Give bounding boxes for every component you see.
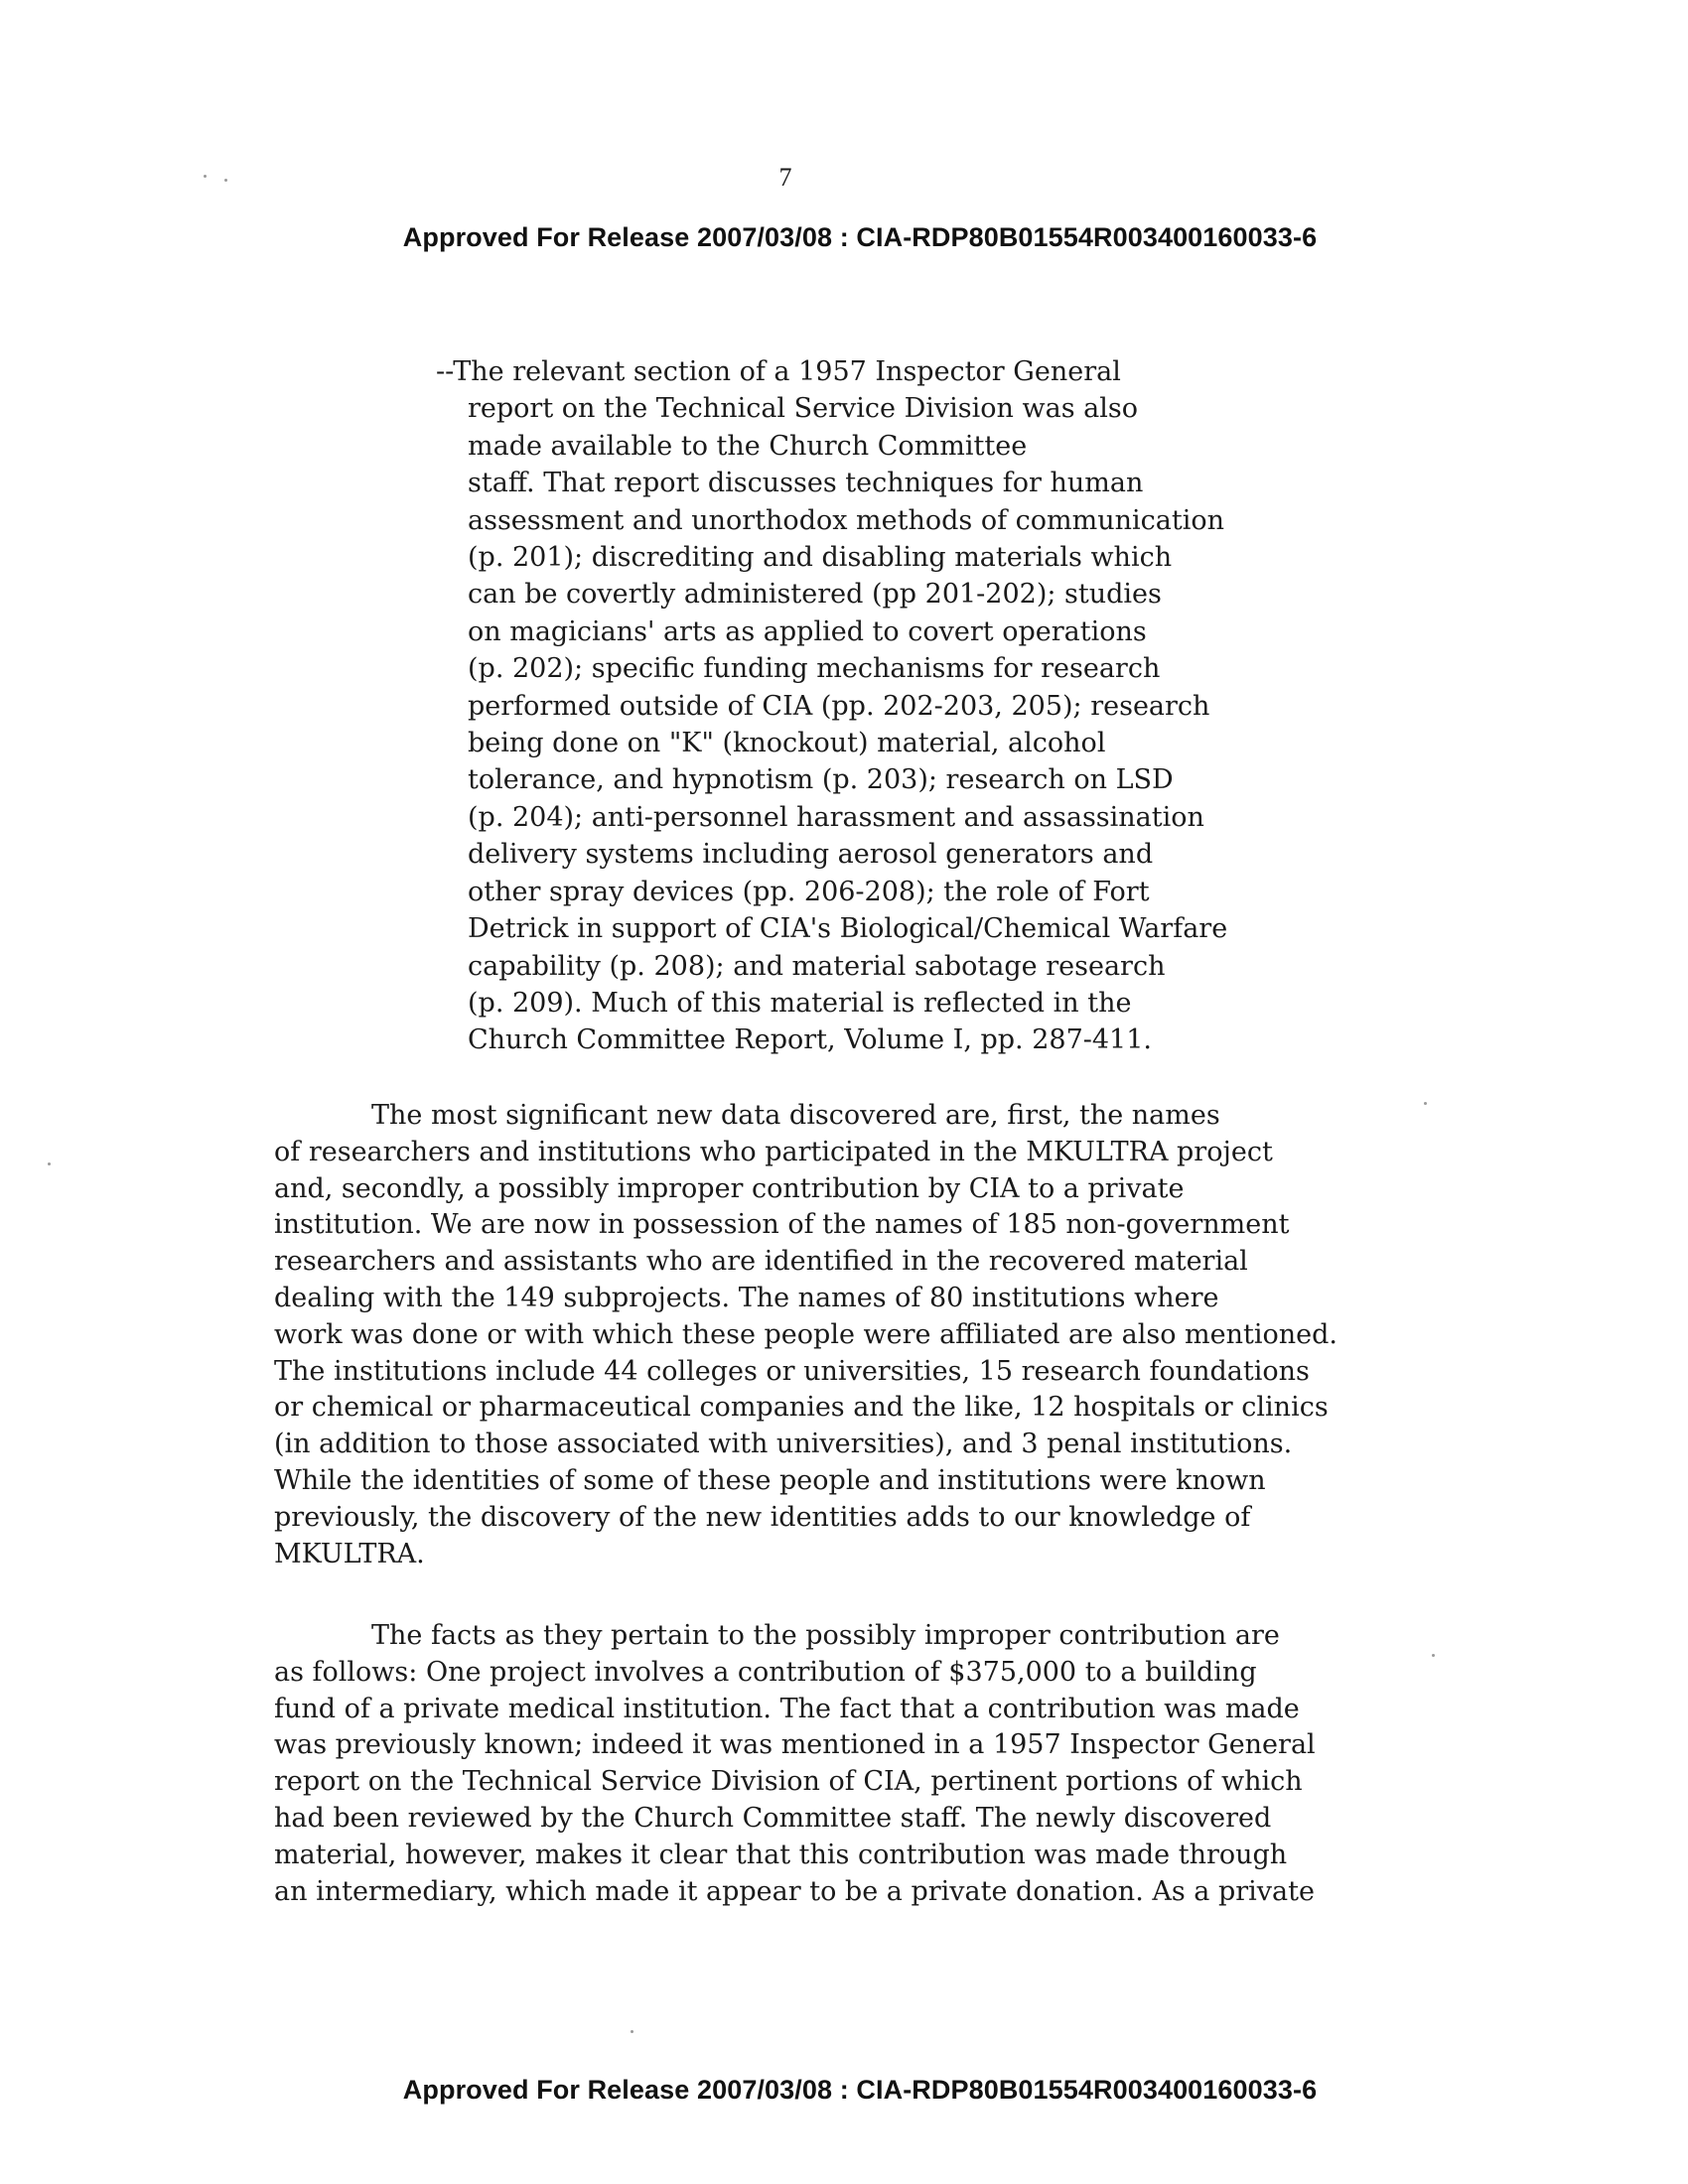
- text-line: --The relevant section of a 1957 Inspector General: [436, 356, 1121, 387]
- release-banner-bottom: Approved For Release 2007/03/08 : CIA-RDP80B01554R003400160033-6: [402, 2075, 1318, 2105]
- text-line: or chemical or pharmaceutical companies and the like, 12 hospitals or clinics: [274, 1392, 1329, 1424]
- text-line: as follows: One project involves a contribution of $375,000 to a building: [274, 1656, 1257, 1688]
- text-line: The institutions include 44 colleges or universities, 15 research foundations: [274, 1355, 1310, 1387]
- text-line: (p. 201); discrediting and disabling materials which: [468, 542, 1173, 574]
- text-line: other spray devices (pp. 206-208); the role of Fort: [468, 876, 1150, 907]
- text-line: of researchers and institutions who participated in the MKULTRA project: [274, 1136, 1273, 1167]
- text-line: dealing with the 149 subprojects. The names of 80 institutions where: [274, 1282, 1219, 1313]
- text-line: tolerance, and hypnotism (p. 203); research on LSD: [468, 764, 1174, 796]
- scan-speck: [1432, 1654, 1435, 1657]
- text-line: (p. 202); specific funding mechanisms for research: [468, 653, 1161, 685]
- text-line: MKULTRA.: [274, 1538, 425, 1570]
- scan-speck: [204, 175, 207, 178]
- release-banner-top: Approved For Release 2007/03/08 : CIA-RDP80B01554R003400160033-6: [402, 222, 1318, 252]
- body-paragraph-improper-contribution: [274, 1618, 1515, 1910]
- text-line: (p. 204); anti-personnel harassment and assassination: [468, 801, 1204, 833]
- text-line: report on the Technical Service Division was also: [468, 393, 1138, 425]
- text-line: (in addition to those associated with universities), and 3 penal institutions.: [274, 1429, 1293, 1460]
- scan-speck: [631, 2030, 633, 2033]
- text-line: While the identities of some of these people and institutions were known: [274, 1464, 1266, 1496]
- body-paragraph-significant-data: [274, 1098, 1515, 1572]
- scan-speck: [224, 179, 227, 182]
- text-line: previously, the discovery of the new identities adds to our knowledge of: [274, 1501, 1251, 1533]
- text-line: assessment and unorthodox methods of communication: [468, 504, 1225, 536]
- text-line: material, however, makes it clear that this contribution was made through: [274, 1839, 1288, 1870]
- text-line: Detrick in support of CIA's Biological/Chemical Warfare: [468, 913, 1228, 945]
- text-line: The facts as they pertain to the possibly improper contribution are: [371, 1620, 1280, 1651]
- text-line: researchers and assistants who are identified in the recovered material: [274, 1246, 1248, 1278]
- text-line: capability (p. 208); and material sabotage research: [468, 950, 1166, 982]
- text-line: being done on "K" (knockout) material, alcohol: [468, 728, 1106, 759]
- page-number: 7: [778, 163, 792, 192]
- text-line: Church Committee Report, Volume I, pp. 287-411.: [468, 1024, 1153, 1056]
- quoted-paragraph: [437, 353, 1350, 1059]
- text-line: The most significant new data discovered are, first, the names: [371, 1100, 1220, 1131]
- text-line: delivery systems including aerosol generators and: [468, 839, 1154, 871]
- scan-speck: [1424, 1102, 1427, 1105]
- text-line: was previously known; indeed it was mentioned in a 1957 Inspector General: [274, 1729, 1316, 1761]
- text-line: work was done or with which these people were affiliated are also mentioned.: [274, 1318, 1337, 1350]
- text-line: performed outside of CIA (pp. 202-203, 205); research: [468, 690, 1210, 722]
- text-line: on magicians' arts as applied to covert operations: [468, 615, 1147, 647]
- text-line: made available to the Church Committee: [468, 430, 1028, 462]
- text-line: fund of a private medical institution. The fact that a contribution was made: [274, 1693, 1300, 1724]
- text-line: and, secondly, a possibly improper contribution by CIA to a private: [274, 1172, 1185, 1204]
- text-line: had been reviewed by the Church Committee staff. The newly discovered: [274, 1802, 1272, 1834]
- text-line: can be covertly administered (pp 201-202); studies: [468, 579, 1162, 611]
- text-line: staff. That report discusses techniques for human: [468, 468, 1144, 499]
- scan-speck: [48, 1162, 51, 1165]
- text-line: (p. 209). Much of this material is reflected in the: [468, 987, 1132, 1019]
- text-line: institution. We are now in possession of the names of 185 non-government: [274, 1209, 1290, 1241]
- text-line: an intermediary, which made it appear to be a private donation. As a private: [274, 1875, 1315, 1907]
- text-line: report on the Technical Service Division of CIA, pertinent portions of which: [274, 1766, 1303, 1798]
